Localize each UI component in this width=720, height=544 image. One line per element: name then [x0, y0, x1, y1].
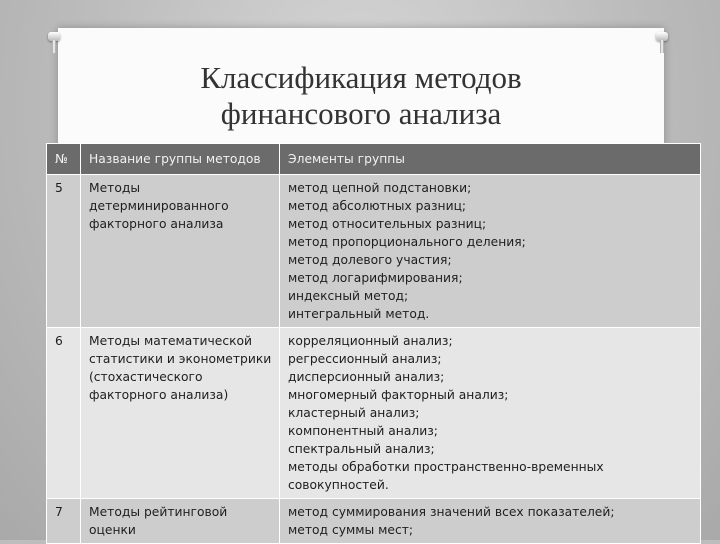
- group-name-line: факторного анализа): [89, 388, 229, 402]
- group-elements-cell: [280, 328, 701, 499]
- row-number: 6: [47, 328, 81, 499]
- element-item: метод цепной подстановки;: [288, 181, 472, 195]
- group-name-cell: [81, 175, 280, 328]
- element-item: метод относительных разниц;: [288, 217, 487, 231]
- element-item: совокупностей.: [288, 478, 389, 492]
- element-item: дисперсионный анализ;: [288, 370, 445, 384]
- header-cell-elements: Элементы группы: [280, 144, 701, 175]
- methods-table: [46, 143, 701, 544]
- element-item: метод пропорционального деления;: [288, 235, 526, 249]
- element-item: метод суммы мест;: [288, 523, 414, 537]
- group-name-line: Методы математической: [89, 334, 253, 348]
- pushpin-icon: [48, 32, 60, 54]
- group-name-line: Методы рейтинговой: [89, 505, 228, 519]
- table-row: [47, 499, 701, 544]
- row-number: 7: [47, 499, 81, 544]
- element-item: кластерный анализ;: [288, 406, 420, 420]
- element-item: индексный метод;: [288, 289, 409, 303]
- table-header-row: [47, 144, 701, 175]
- element-item: многомерный факторный анализ;: [288, 388, 509, 402]
- header-cell-number: №: [47, 144, 81, 175]
- group-name-line: оценки: [89, 523, 136, 537]
- title-line: финансового анализа: [220, 96, 502, 131]
- element-item: спектральный анализ;: [288, 442, 435, 456]
- element-item: интегральный метод.: [288, 307, 430, 321]
- group-name-line: факторного анализа: [89, 217, 224, 231]
- element-item: методы обработки пространственно-временных: [288, 460, 604, 474]
- group-name-line: (стохастического: [89, 370, 203, 384]
- group-name-line: статистики и эконометрики: [89, 352, 272, 366]
- element-item: корреляционный анализ;: [288, 334, 453, 348]
- group-elements-cell: [280, 499, 701, 544]
- element-item: метод долевого участия;: [288, 253, 452, 267]
- group-name-cell: [81, 328, 280, 499]
- element-item: метод логарифмирования;: [288, 271, 463, 285]
- element-item: компонентный анализ;: [288, 424, 438, 438]
- pushpin-icon: [656, 32, 668, 54]
- group-name-cell: [81, 499, 280, 544]
- header-cell-group-name: Название группы методов: [81, 144, 280, 175]
- element-item: метод суммирования значений всех показателей;: [288, 505, 615, 519]
- group-elements-cell: [280, 175, 701, 328]
- table-row: [47, 175, 701, 328]
- row-number: 5: [47, 175, 81, 328]
- element-item: метод абсолютных разниц;: [288, 199, 467, 213]
- slide-title: [58, 60, 664, 132]
- group-name-line: детерминированного: [89, 199, 229, 213]
- table-row: [47, 328, 701, 499]
- title-line: Классификация методов: [200, 60, 522, 95]
- group-name-line: Методы: [89, 181, 141, 195]
- element-item: регрессионный анализ;: [288, 352, 442, 366]
